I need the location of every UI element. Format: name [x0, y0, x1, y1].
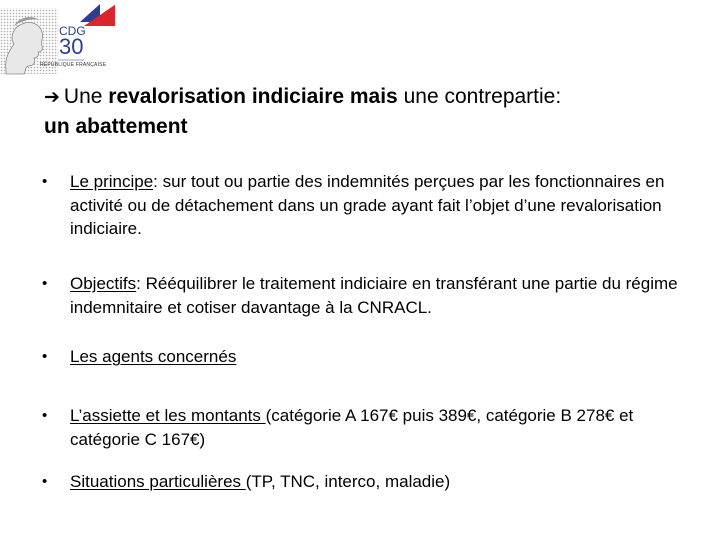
bullet-label: Le principe — [70, 172, 154, 191]
bullet-text: (TP, TNC, interco, maladie) — [245, 472, 451, 491]
title-bold2: un abattement — [44, 115, 188, 138]
slide-title — [44, 82, 704, 141]
title-part1: Une — [63, 85, 109, 108]
title-part2: une contrepartie: — [397, 85, 562, 108]
logo-cdg-text: CDG — [59, 24, 86, 38]
bullet-dot-icon: • — [42, 173, 48, 190]
logo-republique-text: RÉPUBLIQUE FRANÇAISE — [40, 62, 107, 68]
bullet-text: : sur tout ou partie des indemnités perçues par les fonctionnaires en activité ou de détachement dans un grade ayant fait l’objet d’une revalorisation indiciaire. — [70, 172, 665, 238]
bullet-dot-icon: • — [42, 348, 48, 365]
bullet-text: : Rééquilibrer le traitement indiciaire en transférant une partie du régime indemnitaire et cotiser davantage à la CNRACL. — [70, 274, 678, 317]
logo-number-text: 30 — [59, 34, 84, 59]
title-bold1: revalorisation indiciaire mais — [108, 85, 398, 108]
marianne-logo-graphic — [0, 0, 115, 80]
cdg30-logo — [0, 0, 115, 80]
bullet-label: Situations particulières — [70, 472, 246, 491]
bullet-dot-icon: • — [42, 275, 48, 292]
bullet-label: Objectifs — [70, 274, 137, 293]
bullet-principe — [42, 170, 682, 241]
bullet-label: L’assiette et les montants — [70, 406, 266, 425]
bullet-label: Les agents concernés — [70, 347, 237, 366]
arrow-right-icon: ➔ — [44, 86, 60, 108]
bullet-objectifs — [42, 272, 682, 319]
bullet-dot-icon: • — [42, 473, 48, 490]
bullet-text: (catégorie A 167€ puis 389€, catégorie B 278€ et catégorie C 167€) — [70, 406, 634, 449]
bullet-assiette — [42, 404, 682, 451]
bullet-dot-icon: • — [42, 407, 48, 424]
bullet-situations — [42, 470, 450, 494]
bullet-agents — [42, 345, 236, 369]
